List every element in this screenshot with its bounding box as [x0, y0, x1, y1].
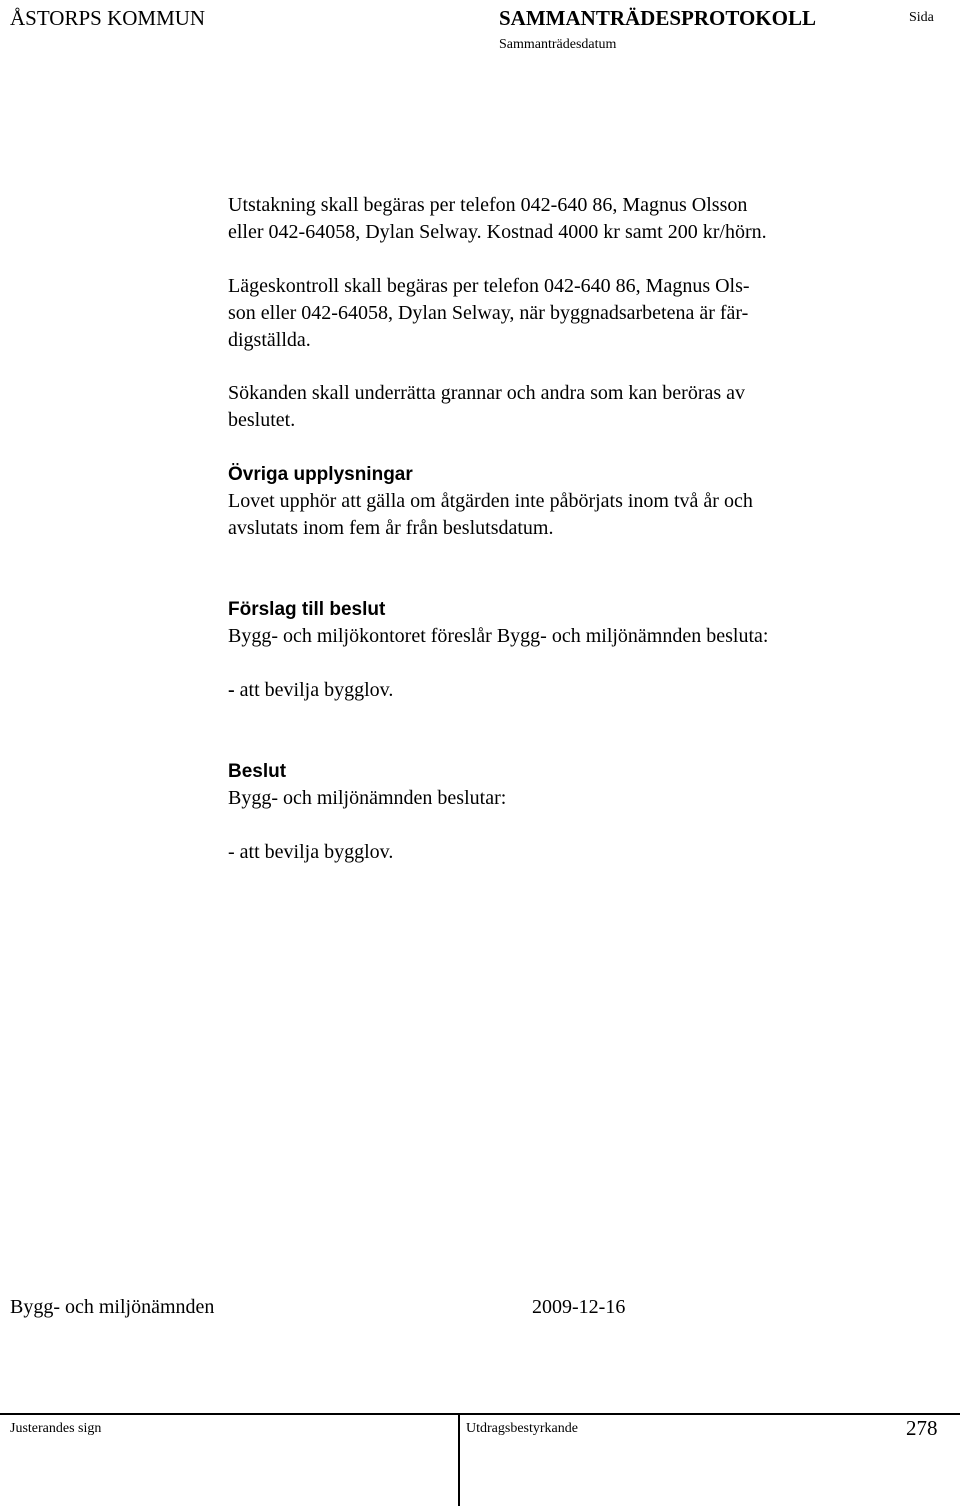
meeting-date: 2009-12-16	[532, 1296, 626, 1318]
list-dash: -	[228, 679, 235, 701]
document-type: SAMMANTRÄDESPROTOKOLL	[499, 6, 816, 30]
position-check-paragraph	[228, 273, 868, 354]
other-info-heading: Övriga upplysningar	[228, 464, 413, 485]
proposal-item	[228, 677, 868, 704]
text-line: beslutet.	[228, 409, 296, 431]
text-line: Bygg- och miljökontoret föreslår Bygg- och miljönämnden besluta:	[228, 625, 769, 647]
neighbour-notice-paragraph	[228, 380, 868, 434]
footer-divider	[0, 1413, 960, 1415]
decision-item	[228, 839, 868, 866]
text-line: Utstakning skall begäras per telefon 042-640 86, Magnus Olsson	[228, 194, 748, 216]
proposal-section	[228, 596, 868, 650]
decision-heading: Beslut	[228, 761, 287, 782]
page-label: Sida	[909, 10, 934, 25]
other-info-section	[228, 461, 868, 542]
sign-label: Justerandes sign	[10, 1421, 102, 1436]
extract-label: Utdragsbestyrkande	[466, 1421, 578, 1436]
text-line: son eller 042-64058, Dylan Selway, när byggnadsarbetena är fär-	[228, 302, 749, 324]
proposal-item-text: att bevilja bygglov.	[234, 679, 394, 701]
municipality-name: ÅSTORPS KOMMUN	[10, 6, 206, 30]
text-line: Sökanden skall underrätta grannar och andra som kan beröras av	[228, 382, 746, 404]
decision-section	[228, 758, 868, 812]
footer-column-divider	[458, 1414, 460, 1506]
text-line: Lägeskontroll skall begäras per telefon 042-640 86, Magnus Ols-	[228, 275, 750, 297]
proposal-heading: Förslag till beslut	[228, 599, 386, 620]
page-number: 278	[906, 1416, 938, 1440]
text-line: digställda.	[228, 329, 311, 351]
text-line: Bygg- och miljönämnden beslutar:	[228, 787, 507, 809]
text-line: Lovet upphör att gälla om åtgärden inte påbörjats inom två år och	[228, 490, 753, 512]
staking-paragraph	[228, 192, 868, 246]
text-line: avslutats inom fem år från beslutsdatum.	[228, 517, 554, 539]
decision-item-text: - att bevilja bygglov.	[228, 841, 394, 863]
meeting-date-label: Sammanträdesdatum	[499, 37, 617, 52]
committee-name: Bygg- och miljönämnden	[10, 1296, 215, 1318]
text-line: eller 042-64058, Dylan Selway. Kostnad 4000 kr samt 200 kr/hörn.	[228, 221, 767, 243]
